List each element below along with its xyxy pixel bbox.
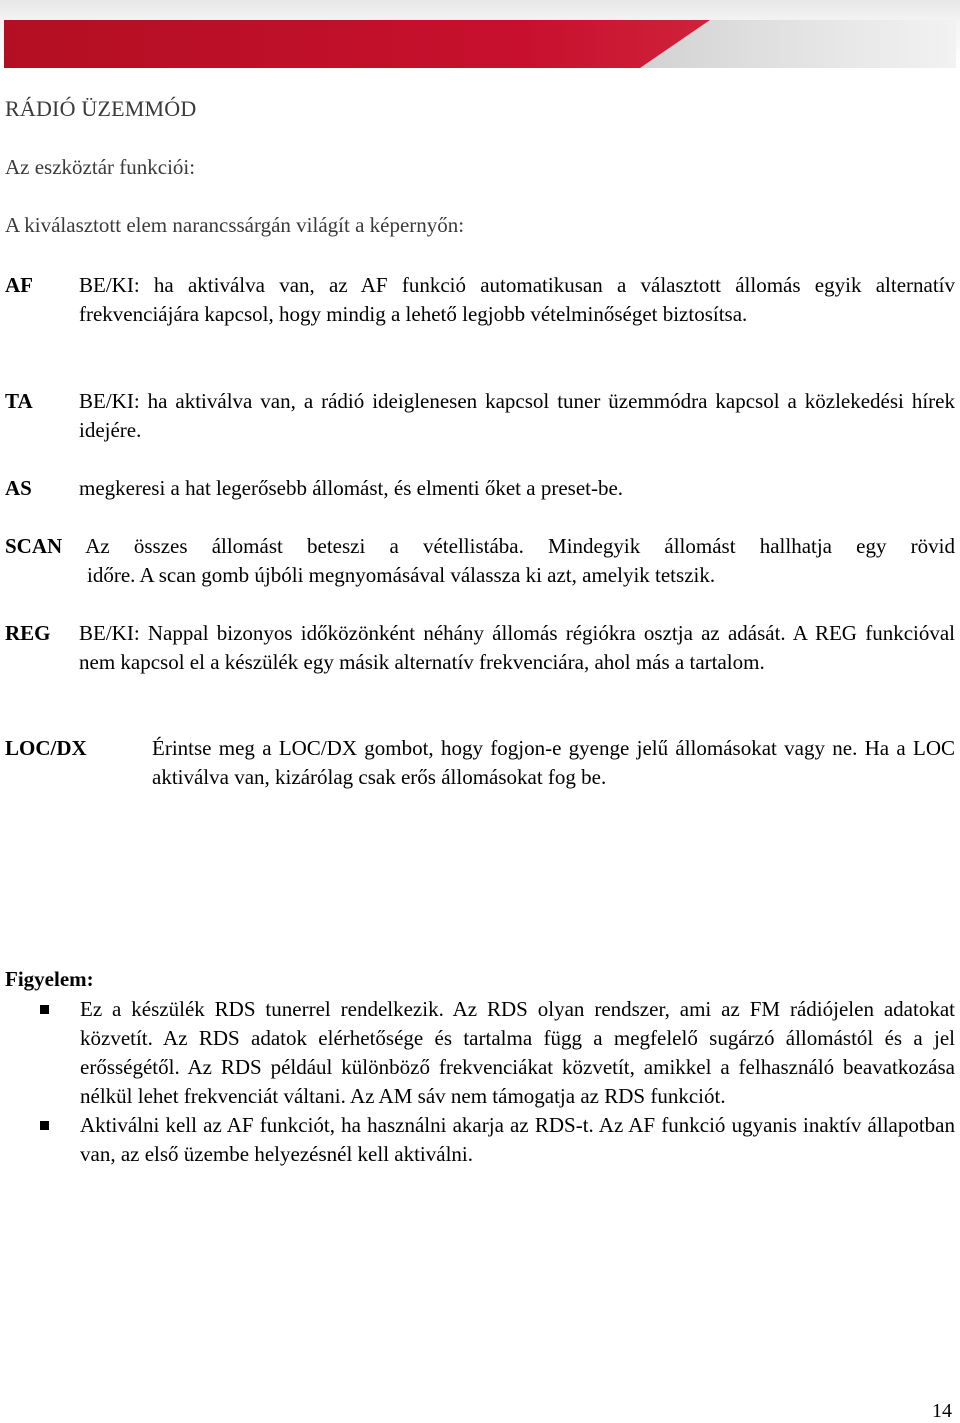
intro-selected-highlight: A kiválasztott elem narancssárgán világít a képernyőn: bbox=[5, 213, 465, 237]
definition-af bbox=[5, 271, 955, 361]
definition-as bbox=[5, 474, 955, 504]
list-item: Ez a készülék RDS tunerrel rendelkezik. Az RDS olyan rendszer, ami az FM rádiójelen adatokat közvetít. Az RDS adatok elérhetősége és tartalma függ a megfelelő sugárzó állomástól és a jel erősségétől. Az RDS például különböző frekvenciákat közvetít, amikkel a felhasználó beavatkozása nélkül lehet frekvenciát váltani. Az AM sáv nem támogatja az RDS funkciót. bbox=[40, 995, 955, 1111]
term-af: AF bbox=[5, 273, 33, 297]
list-item: Aktiválni kell az AF funkciót, ha használni akarja az RDS-t. Az AF funkció ugyanis inaktív állapotban van, az első üzembe helyezésnél kell aktiválni. bbox=[40, 1111, 955, 1169]
definition-ta bbox=[5, 387, 955, 447]
desc-scan-rest: időre. A scan gomb újbóli megnyomásával válassza ki azt, amelyik tetszik. bbox=[87, 563, 716, 587]
term-reg: REG bbox=[5, 621, 51, 645]
intro-toolbar-functions: Az eszköztár funkciói: bbox=[5, 155, 196, 179]
square-bullet-icon bbox=[40, 1121, 49, 1130]
desc-as: megkeresi a hat legerősebb állomást, és elmenti őket a preset-be. bbox=[79, 476, 624, 500]
attention-bullet-list bbox=[40, 995, 955, 1169]
definition-scan bbox=[5, 532, 955, 592]
desc-locdx: Érintse meg a LOC/DX gombot, hogy fogjon-e gyenge jelű állomásokat vagy ne. Ha a LOC aktiválva van, kizárólag csak erős állomásokat fog be. bbox=[152, 736, 955, 789]
desc-ta: BE/KI: ha aktiválva van, a rádió ideiglenesen kapcsol tuner üzemmódra kapcsol a közlekedési hírek idejére. bbox=[79, 389, 955, 442]
desc-scan-line1: Az összes állomást beteszi a vétellistába. Mindegyik állomást hallhatja egy rövid bbox=[85, 534, 955, 558]
term-locdx: LOC/DX bbox=[5, 736, 87, 760]
square-bullet-icon bbox=[40, 1005, 49, 1014]
attention-label: Figyelem: bbox=[5, 967, 94, 991]
definition-locdx bbox=[5, 734, 955, 794]
term-as: AS bbox=[5, 476, 32, 500]
page-number: 14 bbox=[932, 1400, 952, 1422]
definition-reg bbox=[5, 619, 955, 709]
desc-af: BE/KI: ha aktiválva van, az AF funkció automatikusan a választott állomás egyik alternatív frekvenciájára kapcsol, hogy mindig a lehető legjobb vételminőséget biztosítsa. bbox=[79, 273, 955, 326]
term-scan: SCAN bbox=[5, 534, 63, 558]
page-title: RÁDIÓ ÜZEMMÓD bbox=[5, 96, 197, 121]
term-ta: TA bbox=[5, 389, 33, 413]
desc-reg: BE/KI: Nappal bizonyos időközönként néhány állomás régiókra osztja az adását. A REG funkcióval nem kapcsol el a készülék egy másik alternatív frekvenciára, ahol más a tartalom. bbox=[79, 621, 955, 674]
